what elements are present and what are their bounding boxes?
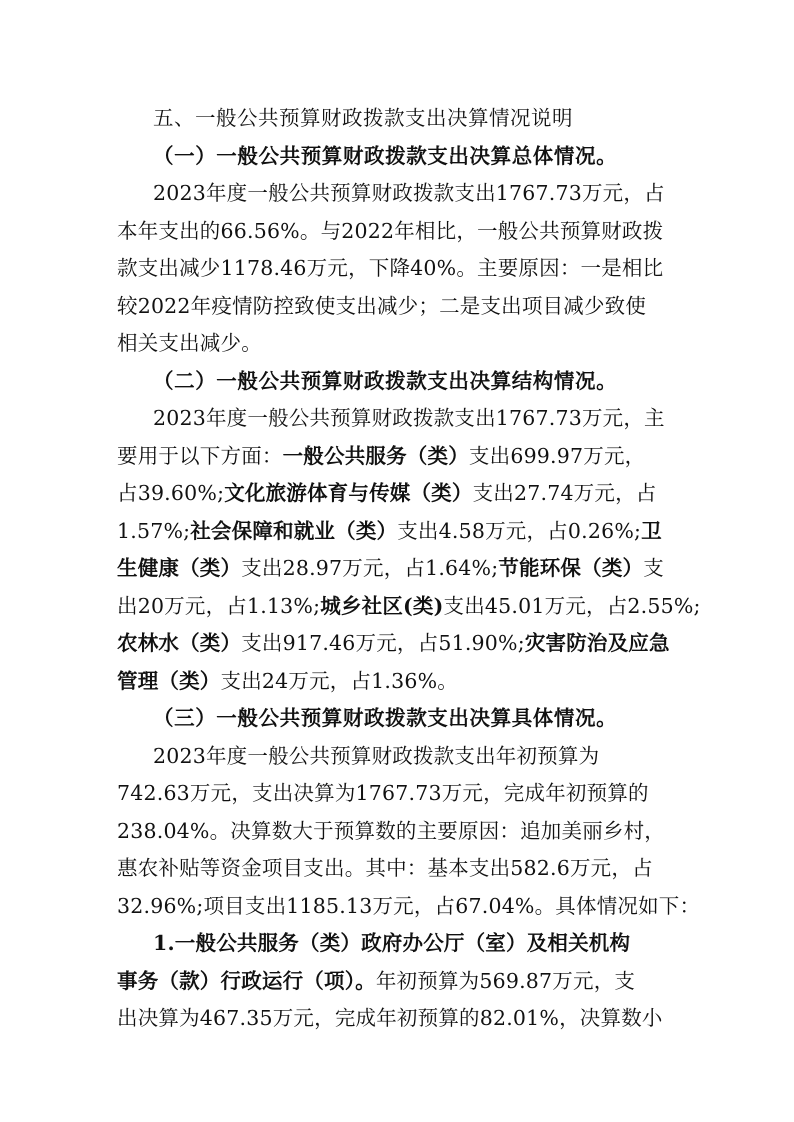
text-segment: 1.57%;: [117, 518, 191, 543]
text-segment: 支出4.58万元，占0.26%;: [397, 518, 642, 543]
item-title-continued: 事务（款）行政运行（项）。: [117, 968, 376, 993]
paragraph-line: 较2022年疫情防控致使支出减少；二是支出项目减少致使: [117, 293, 647, 318]
text-segment: 支出28.97万元，占1.64%;: [241, 556, 499, 580]
paragraph-line: 相关支出减少。: [117, 331, 262, 355]
text-segment: 支出699.97万元，: [468, 443, 646, 468]
paragraph-line: [117, 513, 682, 551]
text-segment: 支出24万元，占1.36%。: [220, 668, 459, 693]
paragraph-line: [117, 963, 682, 1001]
text-segment: 支出27.74万元，占: [472, 481, 657, 505]
category-name: 节能环保（类）: [498, 556, 644, 580]
paragraph-line: [117, 588, 701, 626]
subsection-heading-1: （一）一般公共预算财政拨款支出决算总体情况。: [153, 143, 618, 168]
text-segment: 支出45.01万元，占2.55%;: [443, 593, 701, 618]
category-name: 卫: [641, 518, 662, 543]
subsection-heading-2: （二）一般公共预算财政拨款支出决算结构情况。: [153, 368, 618, 393]
document-body: [117, 100, 701, 1038]
paragraph-line: 出决算为467.35万元，完成年初预算的82.01%，决算数小: [117, 1006, 663, 1030]
paragraph-line: 742.63万元，支出决算为1767.73万元，完成年初预算的: [117, 781, 649, 805]
category-name: 管理（类）: [117, 668, 221, 693]
category-name: 农林水（类）: [117, 631, 242, 655]
category-name: 一般公共服务（类）: [282, 443, 469, 468]
category-name: 社会保障和就业（类）: [190, 518, 398, 543]
paragraph-line: 32.96%;项目支出1185.13万元，占67.04%。具体情况如下：: [117, 893, 701, 918]
paragraph-line: [117, 438, 682, 476]
paragraph-line: 238.04%。决算数大于预算数的主要原因：追加美丽乡村，: [117, 818, 666, 843]
paragraph-line: [117, 550, 682, 588]
category-name: 生健康（类）: [117, 556, 242, 580]
category-name: 文化旅游体育与传媒（类）: [224, 481, 473, 505]
text-segment: 年初预算为569.87万元，支: [375, 968, 636, 993]
text-segment: 占39.60%;: [117, 481, 225, 505]
paragraph-line: [117, 625, 682, 663]
paragraph-line: 2023年度一般公共预算财政拨款支出1767.73万元，占: [153, 181, 665, 205]
category-name: 城乡社区(类): [320, 593, 444, 618]
text-segment: 出20万元，占1.13%;: [117, 593, 321, 618]
category-name: 灾害防治及应急: [524, 631, 670, 655]
paragraph-line: 2023年度一般公共预算财政拨款支出年初预算为: [153, 743, 600, 768]
text-segment: 支出917.46万元，占51.90%;: [241, 631, 525, 655]
text-segment: 支: [643, 556, 664, 580]
text-segment: 要用于以下方面：: [117, 443, 283, 468]
paragraph-line: 本年支出的66.56%。与2022年相比，一般公共预算财政拨: [117, 218, 664, 243]
item-title: 1.一般公共服务（类）政府办公厅（室）及相关机构: [153, 931, 631, 955]
paragraph-line: 款支出减少1178.46万元，下降40%。主要原因：一是相比: [117, 256, 664, 280]
subsection-heading-3: （三）一般公共预算财政拨款支出决算具体情况。: [153, 706, 618, 730]
paragraph-line: 2023年度一般公共预算财政拨款支出1767.73万元，主: [153, 406, 665, 430]
section-title: 五、一般公共预算财政拨款支出决算情况说明: [153, 106, 573, 130]
paragraph-line: [117, 475, 682, 513]
paragraph-line: 惠农补贴等资金项目支出。其中：基本支出582.6万元，占: [117, 856, 653, 880]
paragraph-line: [117, 663, 682, 701]
